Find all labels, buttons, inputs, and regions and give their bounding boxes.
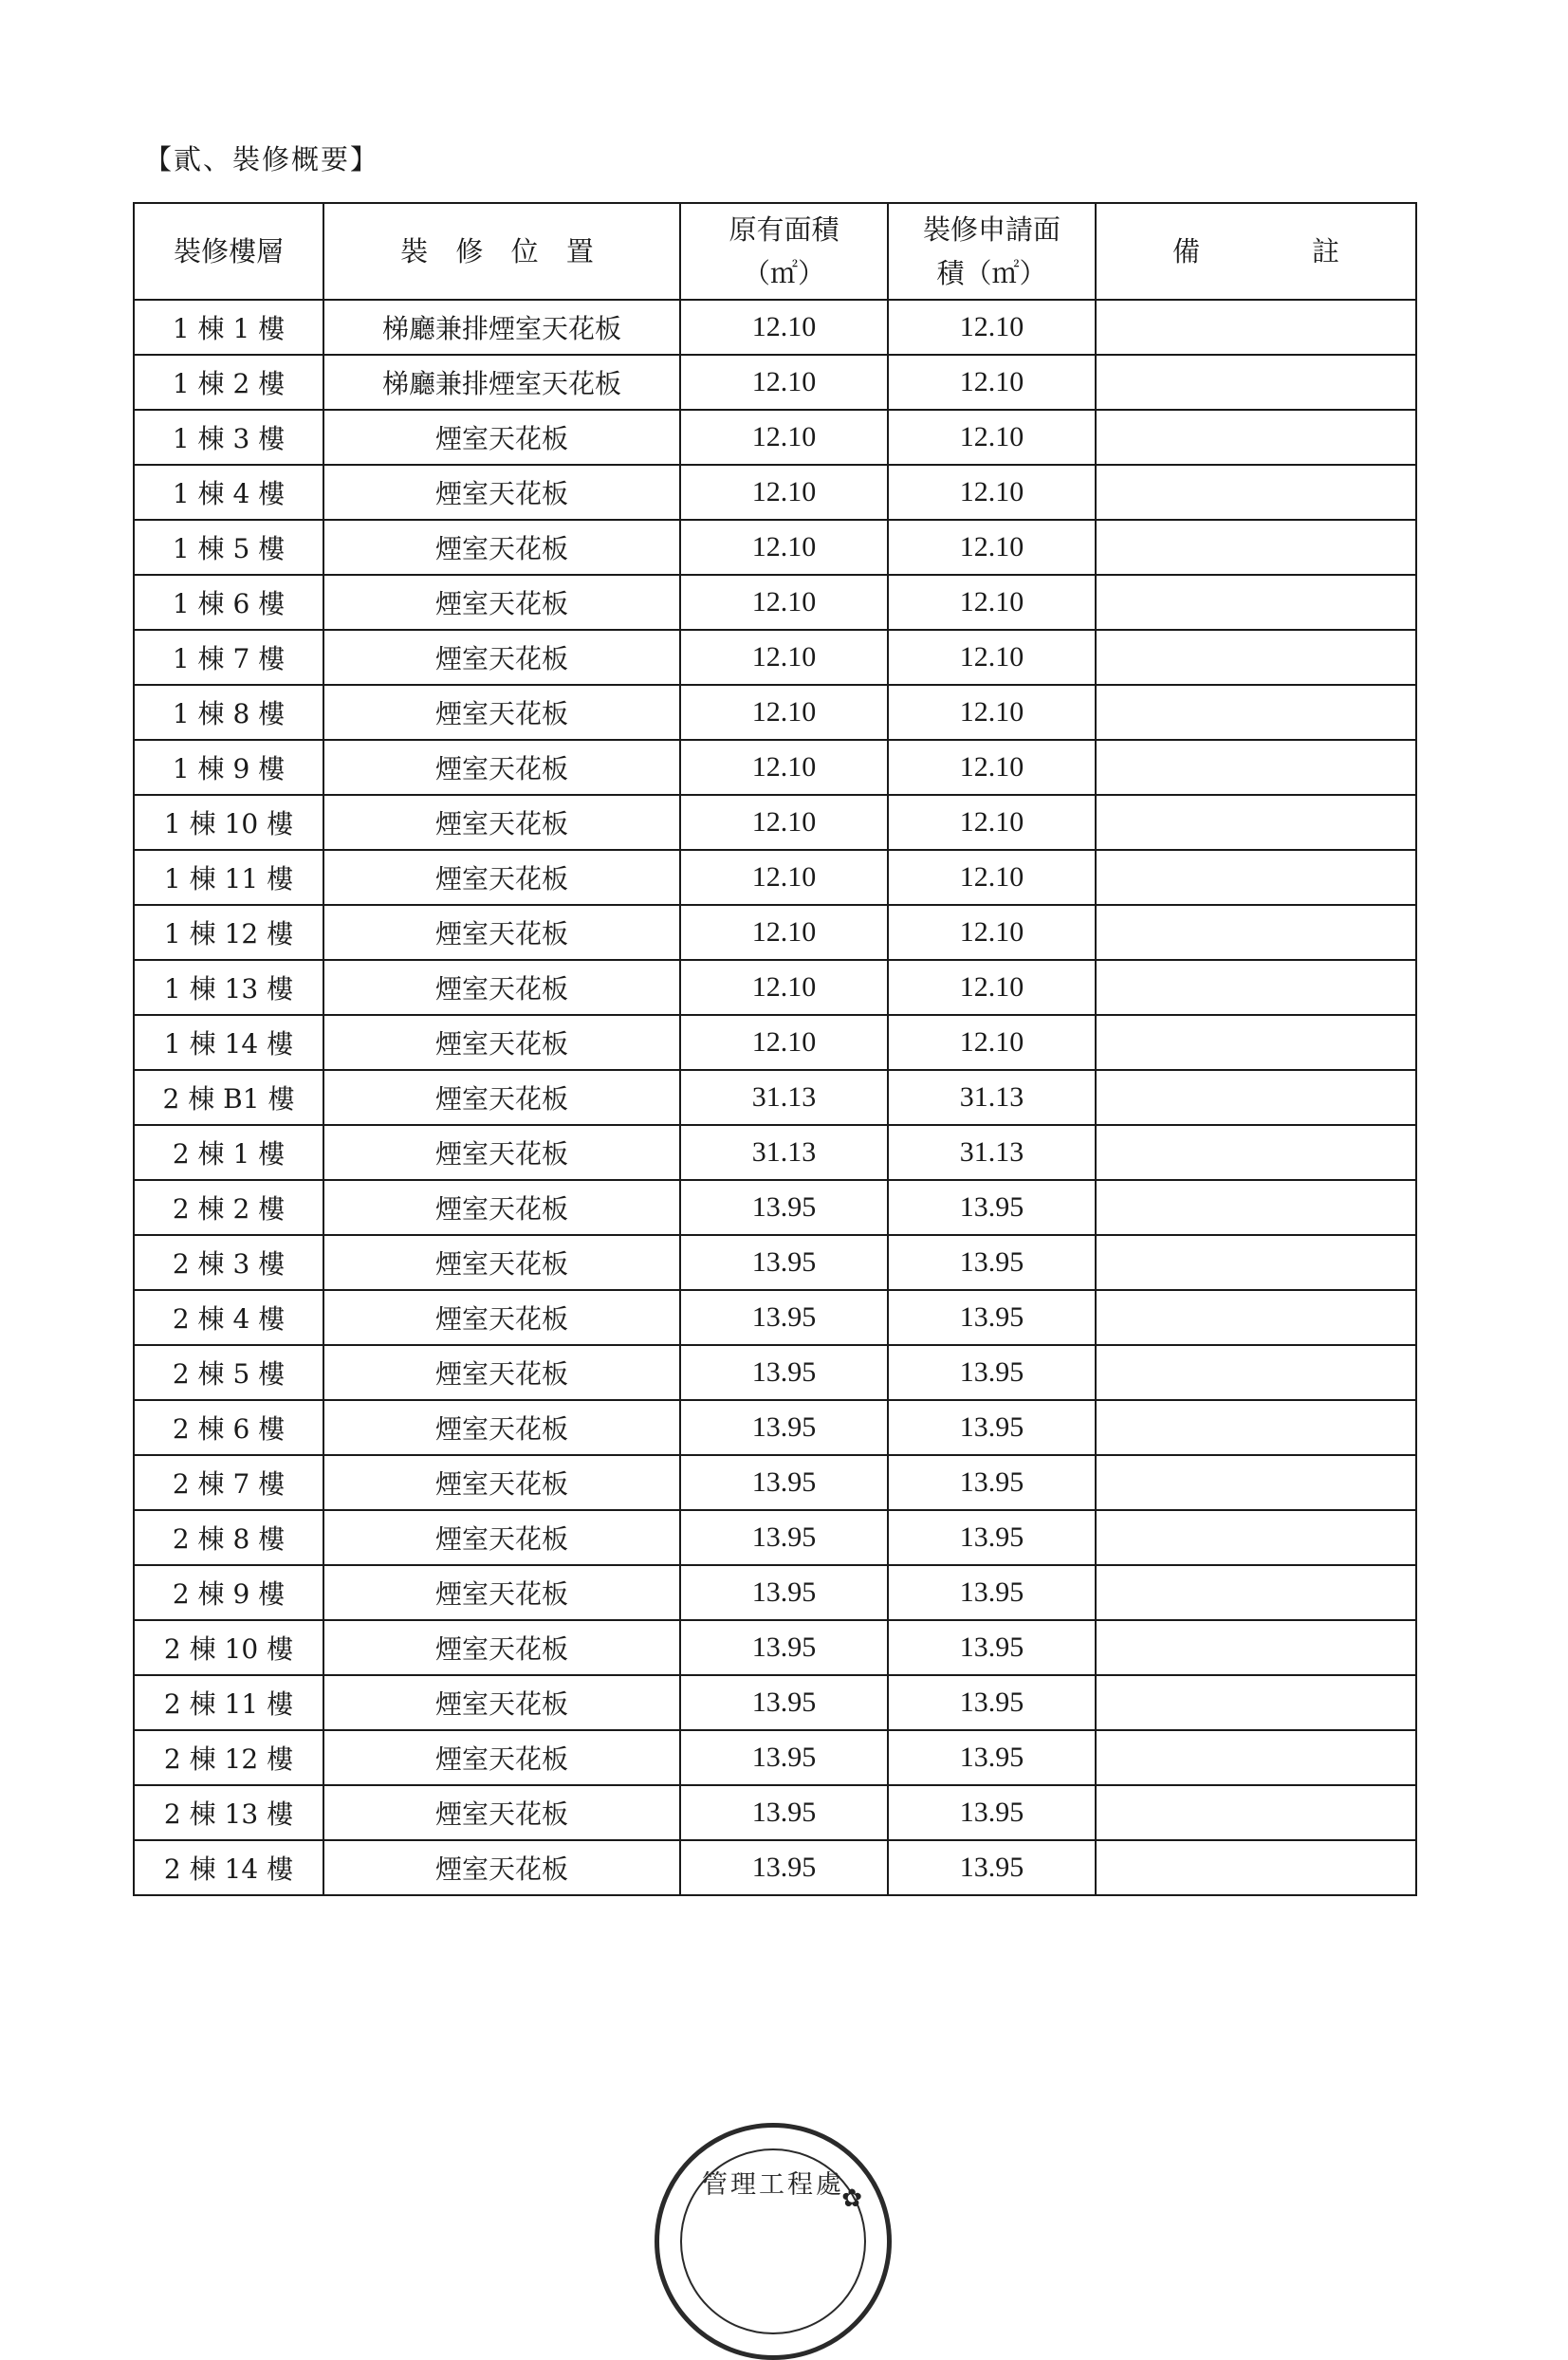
cell-floor: 2 棟 2 樓 (134, 1180, 323, 1235)
cell-original-area: 12.10 (680, 960, 888, 1015)
cell-floor: 1 棟 13 樓 (134, 960, 323, 1015)
cell-location: 煙室天花板 (323, 410, 680, 465)
cell-location: 煙室天花板 (323, 630, 680, 685)
cell-floor: 1 棟 9 樓 (134, 740, 323, 795)
cell-note (1096, 1400, 1416, 1455)
cell-floor: 2 棟 B1 樓 (134, 1070, 323, 1125)
table-row (134, 575, 1416, 630)
cell-apply-area: 12.10 (888, 795, 1096, 850)
table-row (134, 1730, 1416, 1785)
table-row (134, 1070, 1416, 1125)
cell-location: 煙室天花板 (323, 740, 680, 795)
cell-floor: 1 棟 8 樓 (134, 685, 323, 740)
cell-location: 煙室天花板 (323, 1180, 680, 1235)
table-row (134, 355, 1416, 410)
cell-original-area: 13.95 (680, 1840, 888, 1895)
cell-apply-area: 13.95 (888, 1235, 1096, 1290)
table-row (134, 905, 1416, 960)
cell-note (1096, 1180, 1416, 1235)
cell-original-area: 12.10 (680, 410, 888, 465)
table-row (134, 1620, 1416, 1675)
header-floor: 裝修樓層 (134, 203, 323, 300)
header-apply-area-line1: 裝修申請面 (922, 213, 1061, 246)
cell-apply-area: 13.95 (888, 1180, 1096, 1235)
cell-floor: 2 棟 1 樓 (134, 1125, 323, 1180)
table-row (134, 410, 1416, 465)
table-row (134, 1235, 1416, 1290)
table-row (134, 1125, 1416, 1180)
table-header-row (134, 203, 1416, 300)
cell-original-area: 12.10 (680, 795, 888, 850)
table-row (134, 520, 1416, 575)
cell-floor: 1 棟 1 樓 (134, 300, 323, 355)
cell-note (1096, 520, 1416, 575)
table-row (134, 850, 1416, 905)
cell-floor: 1 棟 6 樓 (134, 575, 323, 630)
cell-floor: 2 棟 12 樓 (134, 1730, 323, 1785)
cell-original-area: 13.95 (680, 1180, 888, 1235)
cell-location: 梯廳兼排煙室天花板 (323, 300, 680, 355)
cell-apply-area: 31.13 (888, 1070, 1096, 1125)
table-row (134, 1345, 1416, 1400)
cell-apply-area: 12.10 (888, 1015, 1096, 1070)
cell-apply-area: 13.95 (888, 1675, 1096, 1730)
table-row (134, 300, 1416, 355)
cell-floor: 2 棟 7 樓 (134, 1455, 323, 1510)
cell-location: 煙室天花板 (323, 1510, 680, 1565)
flower-icon: ✿ (841, 2185, 862, 2213)
cell-location: 煙室天花板 (323, 1345, 680, 1400)
cell-floor: 2 棟 8 樓 (134, 1510, 323, 1565)
cell-note (1096, 960, 1416, 1015)
cell-floor: 2 棟 4 樓 (134, 1290, 323, 1345)
cell-original-area: 13.95 (680, 1345, 888, 1400)
cell-note (1096, 1290, 1416, 1345)
table-row (134, 1400, 1416, 1455)
cell-original-area: 31.13 (680, 1125, 888, 1180)
cell-original-area: 12.10 (680, 905, 888, 960)
table-row (134, 1840, 1416, 1895)
cell-apply-area: 12.10 (888, 410, 1096, 465)
cell-apply-area: 12.10 (888, 905, 1096, 960)
cell-original-area: 12.10 (680, 850, 888, 905)
cell-floor: 2 棟 10 樓 (134, 1620, 323, 1675)
cell-original-area: 12.10 (680, 465, 888, 520)
cell-location: 煙室天花板 (323, 1125, 680, 1180)
seal-text: 管理工程處 (702, 2170, 844, 2200)
table-row (134, 1180, 1416, 1235)
cell-note (1096, 1730, 1416, 1785)
cell-apply-area: 12.10 (888, 630, 1096, 685)
table-row (134, 1455, 1416, 1510)
cell-floor: 1 棟 5 樓 (134, 520, 323, 575)
cell-apply-area: 13.95 (888, 1730, 1096, 1785)
cell-note (1096, 1345, 1416, 1400)
cell-floor: 2 棟 14 樓 (134, 1840, 323, 1895)
cell-original-area: 12.10 (680, 520, 888, 575)
cell-location: 煙室天花板 (323, 1785, 680, 1840)
cell-location: 煙室天花板 (323, 1620, 680, 1675)
official-seal (655, 2123, 892, 2360)
cell-note (1096, 850, 1416, 905)
cell-floor: 1 棟 12 樓 (134, 905, 323, 960)
table-row (134, 685, 1416, 740)
cell-original-area: 13.95 (680, 1235, 888, 1290)
cell-apply-area: 13.95 (888, 1840, 1096, 1895)
header-original-area-line2: （㎡） (742, 257, 825, 289)
cell-floor: 1 棟 11 樓 (134, 850, 323, 905)
cell-original-area: 31.13 (680, 1070, 888, 1125)
cell-apply-area: 13.95 (888, 1400, 1096, 1455)
cell-note (1096, 1675, 1416, 1730)
cell-note (1096, 1125, 1416, 1180)
table-row (134, 465, 1416, 520)
cell-note (1096, 1015, 1416, 1070)
cell-location: 煙室天花板 (323, 685, 680, 740)
cell-original-area: 13.95 (680, 1620, 888, 1675)
cell-note (1096, 1840, 1416, 1895)
header-note (1096, 203, 1416, 300)
cell-location: 煙室天花板 (323, 960, 680, 1015)
cell-apply-area: 12.10 (888, 575, 1096, 630)
cell-original-area: 13.95 (680, 1400, 888, 1455)
cell-floor: 2 棟 11 樓 (134, 1675, 323, 1730)
cell-location: 煙室天花板 (323, 465, 680, 520)
table-row (134, 1675, 1416, 1730)
cell-apply-area: 12.10 (888, 355, 1096, 410)
cell-floor: 1 棟 3 樓 (134, 410, 323, 465)
cell-floor: 2 棟 9 樓 (134, 1565, 323, 1620)
cell-original-area: 12.10 (680, 300, 888, 355)
cell-note (1096, 740, 1416, 795)
cell-apply-area: 12.10 (888, 960, 1096, 1015)
cell-original-area: 13.95 (680, 1785, 888, 1840)
cell-note (1096, 795, 1416, 850)
cell-note (1096, 1620, 1416, 1675)
cell-floor: 2 棟 13 樓 (134, 1785, 323, 1840)
cell-note (1096, 575, 1416, 630)
cell-original-area: 13.95 (680, 1675, 888, 1730)
cell-location: 煙室天花板 (323, 795, 680, 850)
cell-location: 煙室天花板 (323, 1290, 680, 1345)
table-row (134, 740, 1416, 795)
cell-floor: 1 棟 7 樓 (134, 630, 323, 685)
cell-original-area: 12.10 (680, 630, 888, 685)
table-row (134, 630, 1416, 685)
header-location: 裝 修 位 置 (323, 203, 680, 300)
cell-apply-area: 13.95 (888, 1785, 1096, 1840)
cell-floor: 1 棟 4 樓 (134, 465, 323, 520)
section-heading: 【貳、裝修概要】 (144, 143, 380, 175)
cell-original-area: 12.10 (680, 740, 888, 795)
cell-note (1096, 1070, 1416, 1125)
renovation-summary-table (133, 202, 1417, 1896)
cell-note (1096, 1510, 1416, 1565)
cell-note (1096, 905, 1416, 960)
cell-floor: 1 棟 10 樓 (134, 795, 323, 850)
cell-floor: 2 棟 3 樓 (134, 1235, 323, 1290)
cell-apply-area: 31.13 (888, 1125, 1096, 1180)
cell-original-area: 12.10 (680, 685, 888, 740)
cell-note (1096, 465, 1416, 520)
header-original-area (680, 203, 888, 300)
cell-location: 煙室天花板 (323, 1070, 680, 1125)
cell-location: 煙室天花板 (323, 1675, 680, 1730)
cell-original-area: 13.95 (680, 1455, 888, 1510)
header-note-char2: 註 (1311, 235, 1339, 267)
cell-floor: 1 棟 2 樓 (134, 355, 323, 410)
cell-original-area: 13.95 (680, 1565, 888, 1620)
cell-original-area: 12.10 (680, 1015, 888, 1070)
cell-apply-area: 12.10 (888, 850, 1096, 905)
cell-location: 煙室天花板 (323, 1235, 680, 1290)
cell-note (1096, 1455, 1416, 1510)
cell-location: 煙室天花板 (323, 1400, 680, 1455)
cell-note (1096, 1785, 1416, 1840)
cell-note (1096, 355, 1416, 410)
cell-apply-area: 13.95 (888, 1620, 1096, 1675)
cell-apply-area: 13.95 (888, 1510, 1096, 1565)
cell-apply-area: 12.10 (888, 520, 1096, 575)
cell-original-area: 13.95 (680, 1510, 888, 1565)
cell-location: 煙室天花板 (323, 850, 680, 905)
header-original-area-line1: 原有面積 (729, 213, 839, 246)
table-body (134, 300, 1416, 1895)
header-apply-area-line2: 積（㎡） (936, 257, 1047, 289)
cell-location: 煙室天花板 (323, 1455, 680, 1510)
cell-location: 煙室天花板 (323, 905, 680, 960)
table-row (134, 960, 1416, 1015)
table-row (134, 1785, 1416, 1840)
table-row (134, 795, 1416, 850)
cell-note (1096, 1565, 1416, 1620)
cell-apply-area: 12.10 (888, 685, 1096, 740)
cell-note (1096, 630, 1416, 685)
cell-note (1096, 410, 1416, 465)
cell-apply-area: 13.95 (888, 1565, 1096, 1620)
table-row (134, 1015, 1416, 1070)
cell-original-area: 12.10 (680, 575, 888, 630)
cell-apply-area: 12.10 (888, 465, 1096, 520)
cell-apply-area: 13.95 (888, 1290, 1096, 1345)
cell-location: 煙室天花板 (323, 520, 680, 575)
cell-apply-area: 12.10 (888, 300, 1096, 355)
cell-floor: 2 棟 5 樓 (134, 1345, 323, 1400)
header-apply-area (888, 203, 1096, 300)
cell-location: 梯廳兼排煙室天花板 (323, 355, 680, 410)
table-row (134, 1510, 1416, 1565)
cell-note (1096, 685, 1416, 740)
cell-floor: 1 棟 14 樓 (134, 1015, 323, 1070)
cell-apply-area: 12.10 (888, 740, 1096, 795)
cell-apply-area: 13.95 (888, 1345, 1096, 1400)
table-row (134, 1565, 1416, 1620)
header-note-char1: 備 (1172, 235, 1201, 267)
cell-note (1096, 300, 1416, 355)
cell-location: 煙室天花板 (323, 1840, 680, 1895)
table-row (134, 1290, 1416, 1345)
cell-location: 煙室天花板 (323, 1730, 680, 1785)
cell-apply-area: 13.95 (888, 1455, 1096, 1510)
cell-location: 煙室天花板 (323, 575, 680, 630)
cell-original-area: 12.10 (680, 355, 888, 410)
cell-original-area: 13.95 (680, 1730, 888, 1785)
cell-floor: 2 棟 6 樓 (134, 1400, 323, 1455)
cell-location: 煙室天花板 (323, 1015, 680, 1070)
cell-location: 煙室天花板 (323, 1565, 680, 1620)
cell-original-area: 13.95 (680, 1290, 888, 1345)
cell-note (1096, 1235, 1416, 1290)
